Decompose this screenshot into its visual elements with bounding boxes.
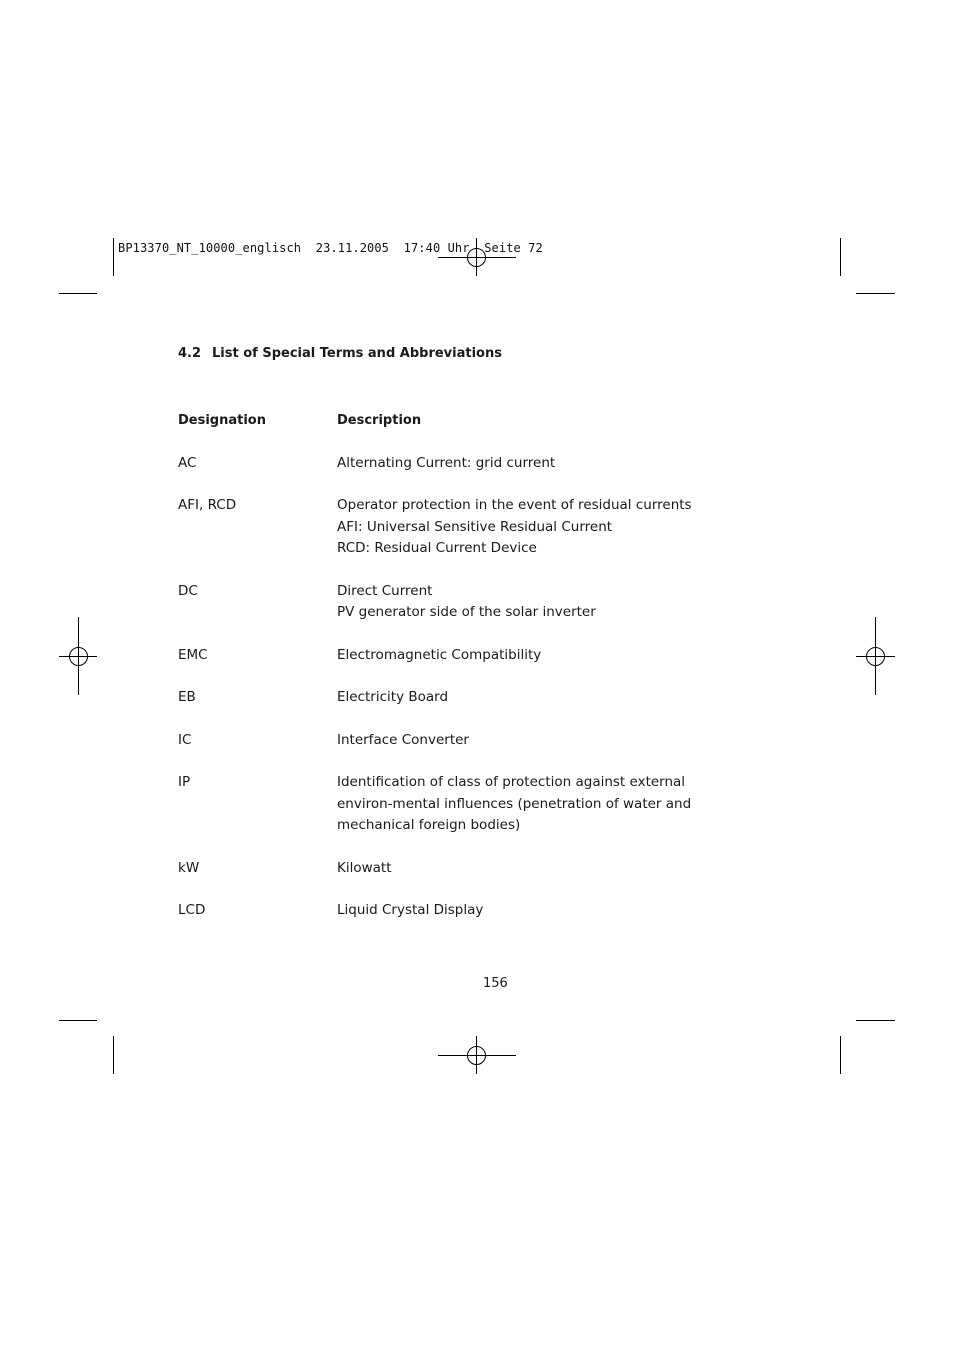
description-line: AFI: Universal Sensitive Residual Current <box>337 518 613 535</box>
description-line: Kilowatt <box>337 859 392 876</box>
terms-table-header <box>178 410 738 432</box>
term-designation: kW <box>178 859 200 876</box>
table-row <box>178 687 738 709</box>
description-line: Operator protection in the event of residual currents <box>337 497 692 513</box>
table-row <box>178 645 738 667</box>
description-line: Liquid Crystal Display <box>337 902 484 918</box>
description-line: Alternating Current: grid current <box>337 454 556 471</box>
description-line: environ-mental influences (penetration of water and <box>337 795 692 812</box>
description-line: Interface Converter <box>337 731 469 748</box>
print-slug-line: BP13370_NT_10000_englisch 23.11.2005 17:40 Uhr Seite 72 <box>118 241 543 255</box>
term-designation: DC <box>178 582 198 599</box>
term-designation: EMC <box>178 646 208 663</box>
terms-table <box>178 410 738 943</box>
term-description <box>337 495 738 560</box>
term-description <box>337 730 738 752</box>
term-designation: AFI, RCD <box>178 497 237 513</box>
term-designation: IC <box>178 731 192 748</box>
description-line: Electricity Board <box>337 689 449 705</box>
term-description <box>337 772 738 837</box>
section-heading <box>178 346 502 361</box>
term-description <box>337 645 738 667</box>
table-row <box>178 772 738 837</box>
term-description <box>337 900 738 922</box>
table-row <box>178 453 738 475</box>
description-line: RCD: Residual Current Device <box>337 540 537 556</box>
term-designation: LCD <box>178 902 206 918</box>
term-description <box>337 581 738 624</box>
description-line: Identification of class of protection against external <box>337 774 686 790</box>
table-row <box>178 581 738 624</box>
term-designation: AC <box>178 454 197 471</box>
description-header: Description <box>337 413 422 428</box>
terms-table-body <box>178 453 738 922</box>
term-designation: IP <box>178 774 191 790</box>
table-row <box>178 900 738 922</box>
section-number: 4.2 <box>178 346 202 361</box>
term-description <box>337 858 738 880</box>
table-row <box>178 495 738 560</box>
description-line: PV generator side of the solar inverter <box>337 604 596 620</box>
section-title-text: List of Special Terms and Abbreviations <box>212 346 502 361</box>
page-number: 156 <box>483 976 508 991</box>
designation-header: Designation <box>178 413 266 428</box>
description-line: Direct Current <box>337 582 433 599</box>
description-line: Electromagnetic Compatibility <box>337 646 542 663</box>
term-designation: EB <box>178 689 196 705</box>
description-line: mechanical foreign bodies) <box>337 817 521 833</box>
table-row <box>178 858 738 880</box>
term-description <box>337 453 738 475</box>
term-description <box>337 687 738 709</box>
table-row <box>178 730 738 752</box>
